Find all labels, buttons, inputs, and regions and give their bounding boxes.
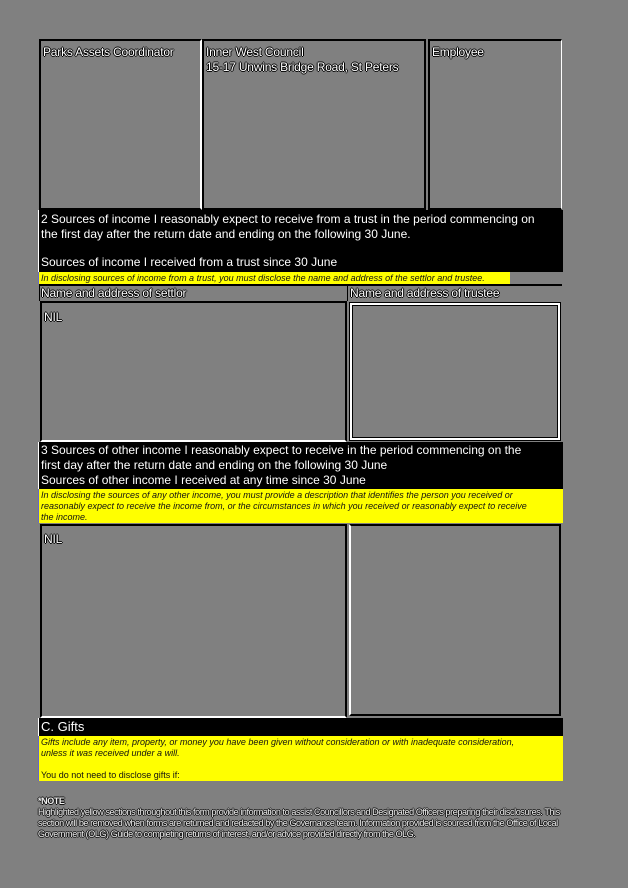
gifts-heading-text: C. Gifts	[41, 719, 85, 734]
employer-name-text: Inner West Council	[206, 45, 304, 59]
other-income-source-value: NIL	[44, 532, 63, 546]
trust-heading-line-2: the first day after the return date and ending on the following 30 June.	[41, 227, 411, 241]
note-body: Highlighted yellow sections throughout this form provide information to assist Councillors and Designated Officers preparing their disclosures. This section will be removed when forms are returned and redacted by the Governance team. Information provided is sourced from the Office of Local Government (OLG) Guide to completing returns of interest, and/or advice provided directly from the OLG.	[38, 807, 560, 839]
other-income-section-heading	[38, 442, 563, 489]
gifts-guidance-note	[38, 736, 563, 781]
trustee-column-label: Name and address of trustee	[350, 286, 500, 300]
trust-section-heading	[38, 210, 563, 272]
other-income-guidance-note	[38, 489, 563, 523]
employer-address-text: 15-17 Unwins Bridge Road, St Peters	[206, 60, 399, 74]
settlor-input[interactable]	[40, 301, 347, 442]
other-income-heading-line-2: first day after the return date and ending on the following 30 June	[41, 458, 388, 472]
footer-note	[38, 796, 583, 840]
settlor-column-label: Name and address of settlor	[41, 286, 187, 300]
other-income-heading-line-3: Sources of other income I received at any time since 30 June	[41, 473, 366, 487]
trust-heading-line-3: Sources of income I received from a trust since 30 June	[41, 255, 338, 269]
other-income-detail-input[interactable]	[349, 524, 561, 716]
employment-type-text: Employee	[432, 45, 484, 59]
gifts-guidance-line-1: Gifts include any item, property, or money you have been given without consideration or with inadequate consideration,	[41, 737, 515, 747]
employment-type-field[interactable]	[428, 39, 562, 210]
other-income-guidance-line-2: reasonably expect to receive the income from, or the circumstances in which you received or reasonably expect to receive	[41, 501, 527, 511]
gifts-guidance-line-2: unless it was received under a will.	[41, 748, 180, 758]
note-title: *NOTE	[38, 796, 65, 806]
other-income-guidance-line-3: the income.	[41, 512, 88, 522]
other-income-source-input[interactable]	[40, 524, 347, 718]
position-title-text: Parks Assets Coordinator	[43, 45, 174, 59]
trustee-column-header	[347, 284, 562, 301]
settlor-column-header	[39, 284, 347, 301]
trust-heading-line-1: 2 Sources of income I reasonably expect to receive from a trust in the period commencing on	[41, 212, 535, 226]
gifts-guidance-line-3: You do not need to disclose gifts if:	[41, 770, 180, 780]
gifts-section-heading	[38, 718, 563, 736]
trustee-input[interactable]	[350, 303, 560, 440]
trust-guidance-text: In disclosing sources of income from a trust, you must disclose the name and address of the settlor and trustee.	[41, 273, 485, 283]
employer-field[interactable]	[202, 39, 426, 210]
trust-guidance-note	[38, 272, 510, 284]
other-income-heading-line-1: 3 Sources of other income I reasonably expect to receive in the period commencing on the	[41, 443, 522, 457]
other-income-guidance-line-1: In disclosing the sources of any other income, you must provide a description that identifies the person you received or	[41, 490, 513, 500]
settlor-value: NIL	[44, 310, 63, 324]
position-title-field[interactable]	[39, 39, 202, 210]
